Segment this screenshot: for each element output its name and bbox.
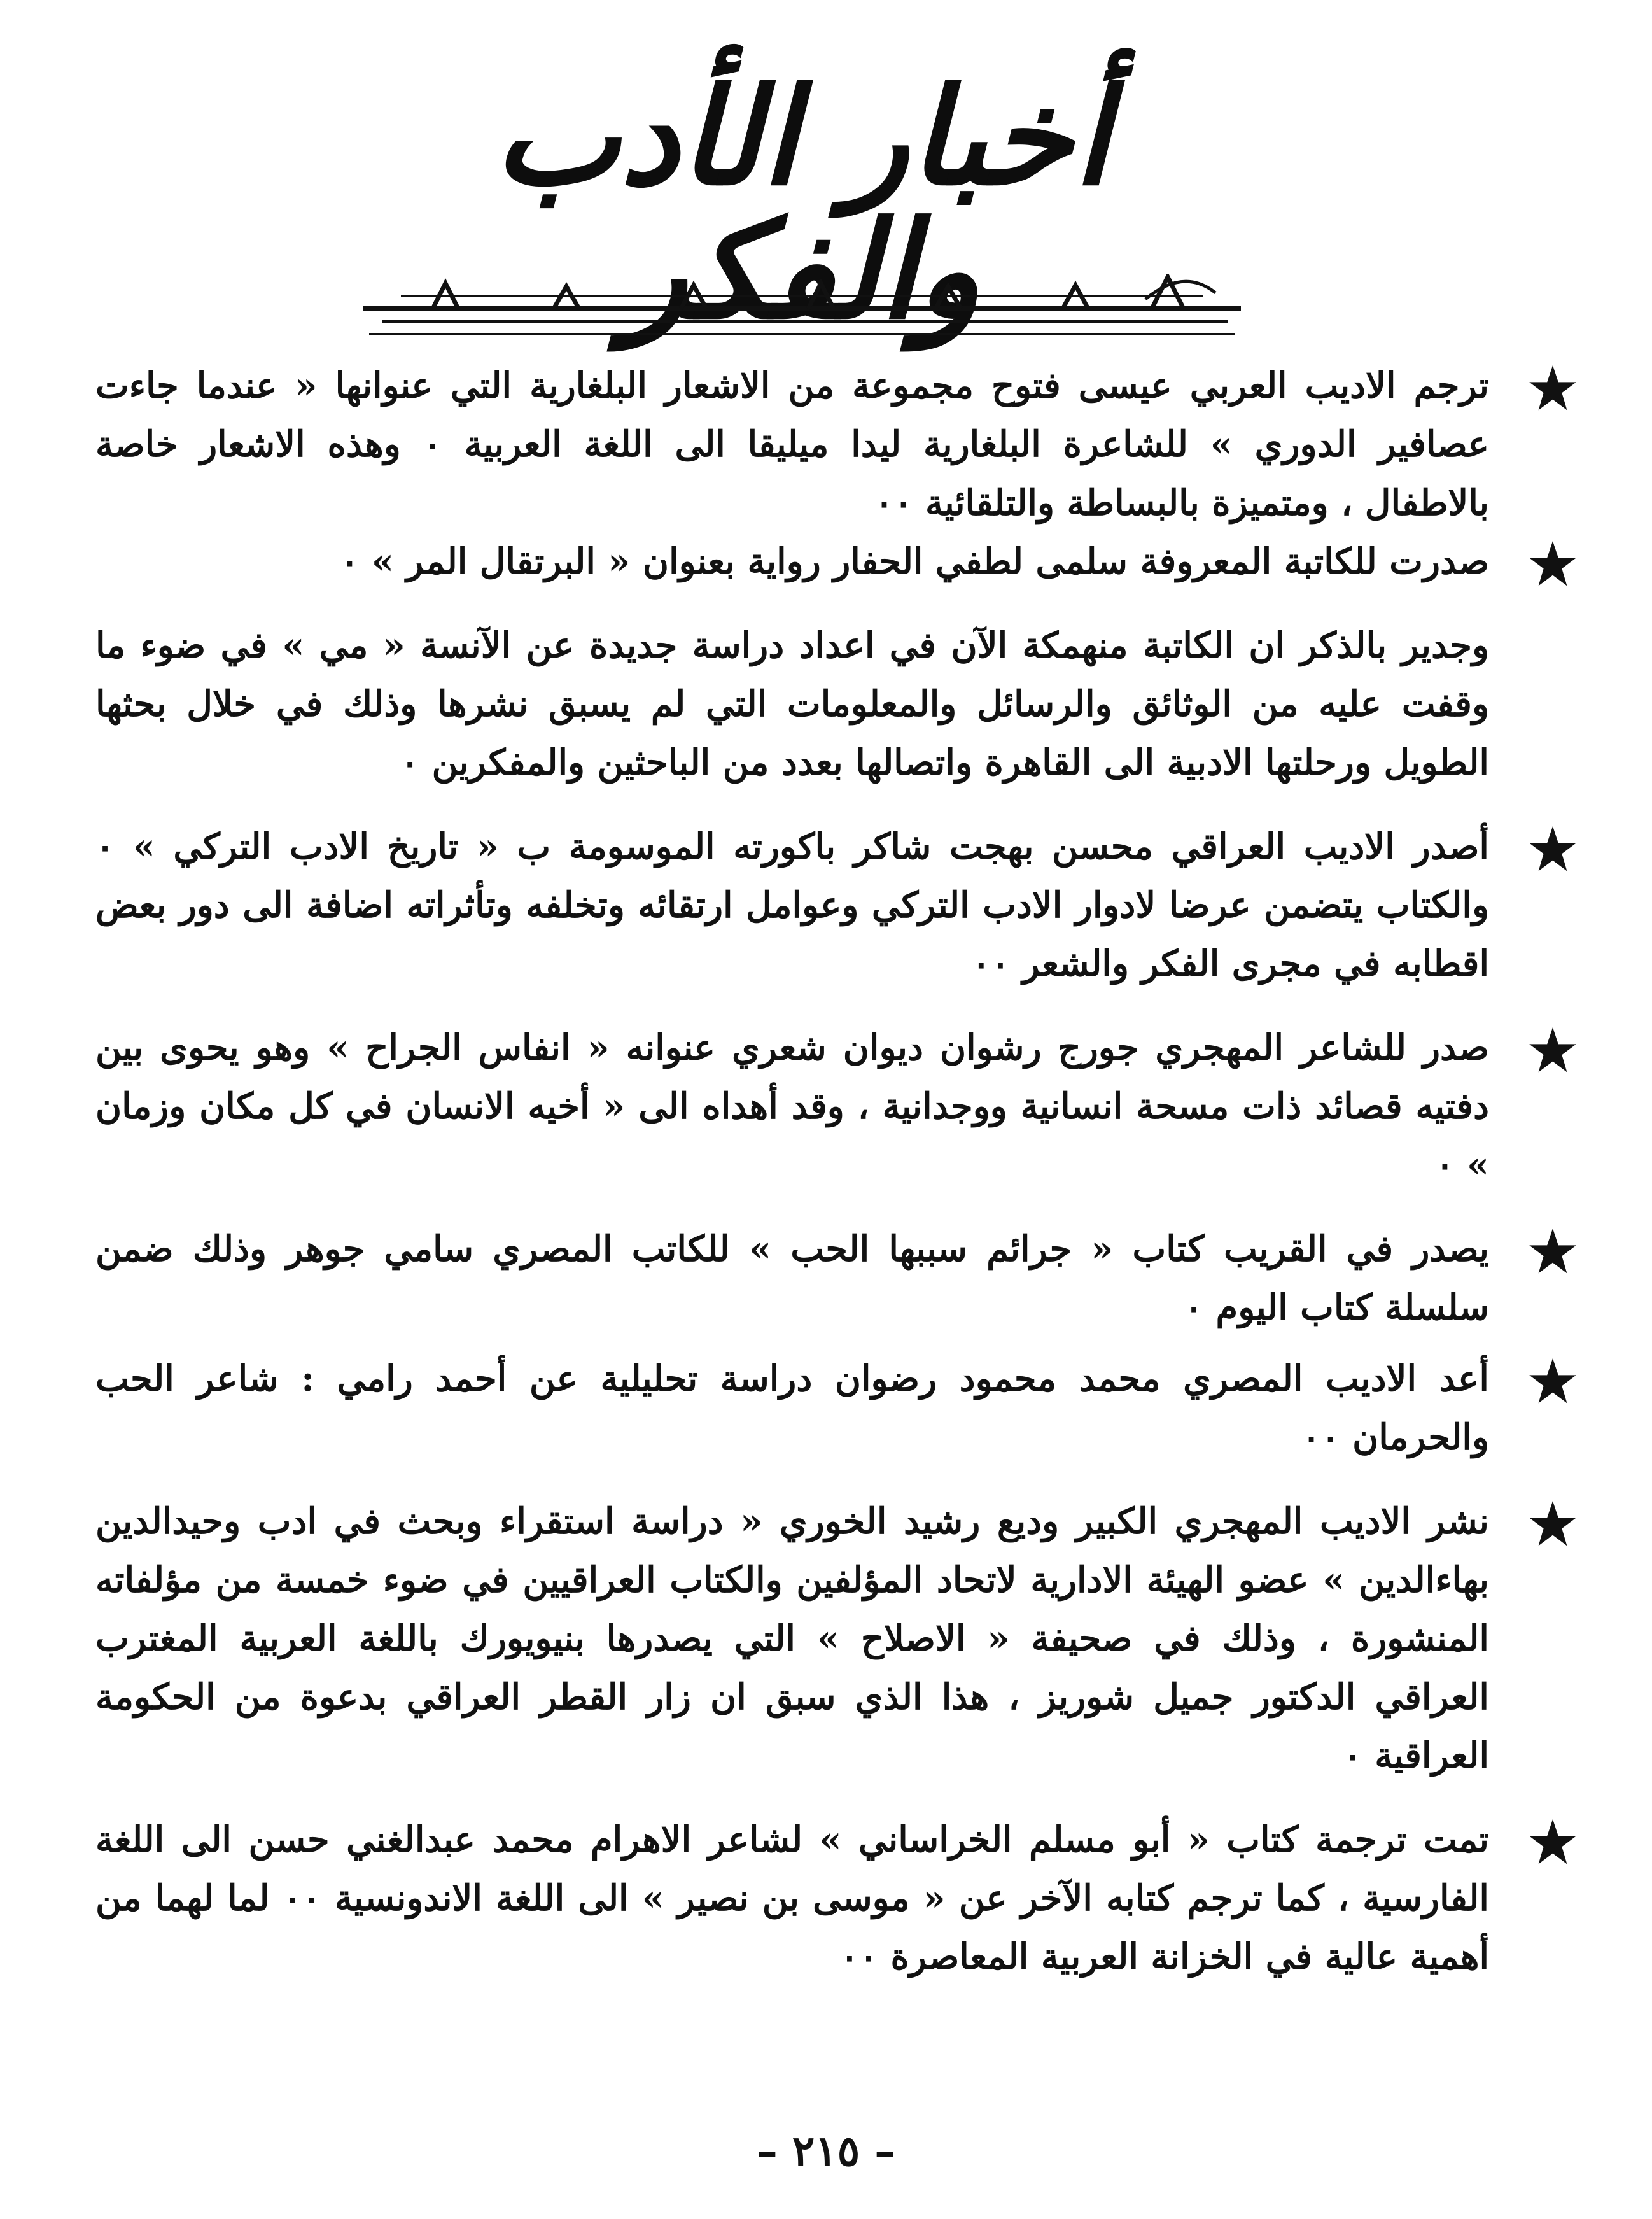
item-text: يصدر في القريب كتاب « جرائم سببها الحب » للكاتب المصري سامي جوهر وذلك ضمن سلسلة كتاب اليوم ٠ [95,1228,1489,1328]
star-icon [1527,824,1578,875]
item-text: تمت ترجمة كتاب « أبو مسلم الخراساني » لشاعر الاهرام محمد عبدالغني حسن الى اللغة الفارسية ، كما ترجم كتابه الآخر عن « موسى بن نصير » الى اللغة الاندونسية ٠٠ لما لهما من أهمية عالية في الخزانة العربية المعاصرة ٠٠ [95,1819,1489,1978]
star-icon [1527,1817,1578,1868]
news-item [95,1018,1578,1194]
news-item [95,532,1578,792]
item-text: ترجم الاديب العربي عيسى فتوح مجموعة من الاشعار البلغارية التي عنوانها « عندما جاءت عصافير الدوري » للشاعرة البلغارية ليدا ميليقا الى اللغة العربية ٠ وهذه الاشعار خاصة بالاطفال ، ومتميزة بالبساطة والتلقائية ٠٠ [95,365,1489,524]
news-item [95,1492,1578,1785]
item-text: وجدير بالذكر ان الكاتبة منهمكة الآن في اعداد دراسة جديدة عن الآنسة « مي » في ضوء ما وقفت عليه من الوثائق والرسائل والمعلومات التي لم يسبق نشرها وذلك في خلال بحثها الطويل ورحلتها الادبية الى القاهرة واتصالها بعدد من الباحثين والمفكرين ٠ [95,624,1489,784]
decorative-rule [363,274,1241,350]
star-icon [1527,539,1578,589]
news-item [95,1810,1578,1986]
news-item [95,356,1578,532]
news-item [95,1349,1578,1467]
star-icon [1527,1226,1578,1277]
star-icon [1527,363,1578,414]
news-item [95,1220,1578,1337]
star-icon [1527,1025,1578,1076]
item-text: أعد الاديب المصري محمد محمود رضوان دراسة تحليلية عن أحمد رامي : شاعر الحب والحرمان ٠٠ [95,1358,1489,1458]
news-list [95,356,1578,1986]
item-text: أصدر الاديب العراقي محسن بهجت شاكر باكورته الموسومة ب « تاريخ الادب التركي » ٠ والكتاب يتضمن عرضا لادوار الادب التركي وعوامل ارتقائه وتخلفه وتأثراته اضافة الى دور بعض اقطابه في مجرى الفكر والشعر ٠٠ [95,826,1489,985]
item-text: نشر الاديب المهجري الكبير وديع رشيد الخوري « دراسة استقراء وبحث في ادب وحيدالدين بهاءالدين » عضو الهيئة الادارية لاتحاد المؤلفين والكتاب العراقيين في ضوء خمسة من مؤلفاته المنشورة ، وذلك في صحيفة « الاصلاح » التي يصدرها بنيويورك باللغة العربية المغترب العراقي الدكتور جميل شوريز ، هذا الذي سبق ان زار القطر العراقي بدعوة من الحكومة العراقية ٠ [95,1500,1489,1777]
star-icon [1527,1356,1578,1407]
page-number: – ٢١٥ – [756,2126,896,2176]
masthead [356,45,1247,350]
item-text: صدر للشاعر المهجري جورج رشوان ديوان شعري عنوانه « انفاس الجراح » وهو يحوى بين دفتيه قصائد ذات مسحة انسانية ووجدانية ، وقد أهداه الى « أخيه الانسان في كل مكان وزمان » ٠ [95,1027,1489,1186]
news-item [95,817,1578,993]
page-title: أخبار الأدب والفكر [494,58,1110,349]
item-text: صدرت للكاتبة المعروفة سلمى لطفي الحفار رواية بعنوان « البرتقال المر » ٠ [340,540,1489,582]
star-icon [1527,1498,1578,1549]
